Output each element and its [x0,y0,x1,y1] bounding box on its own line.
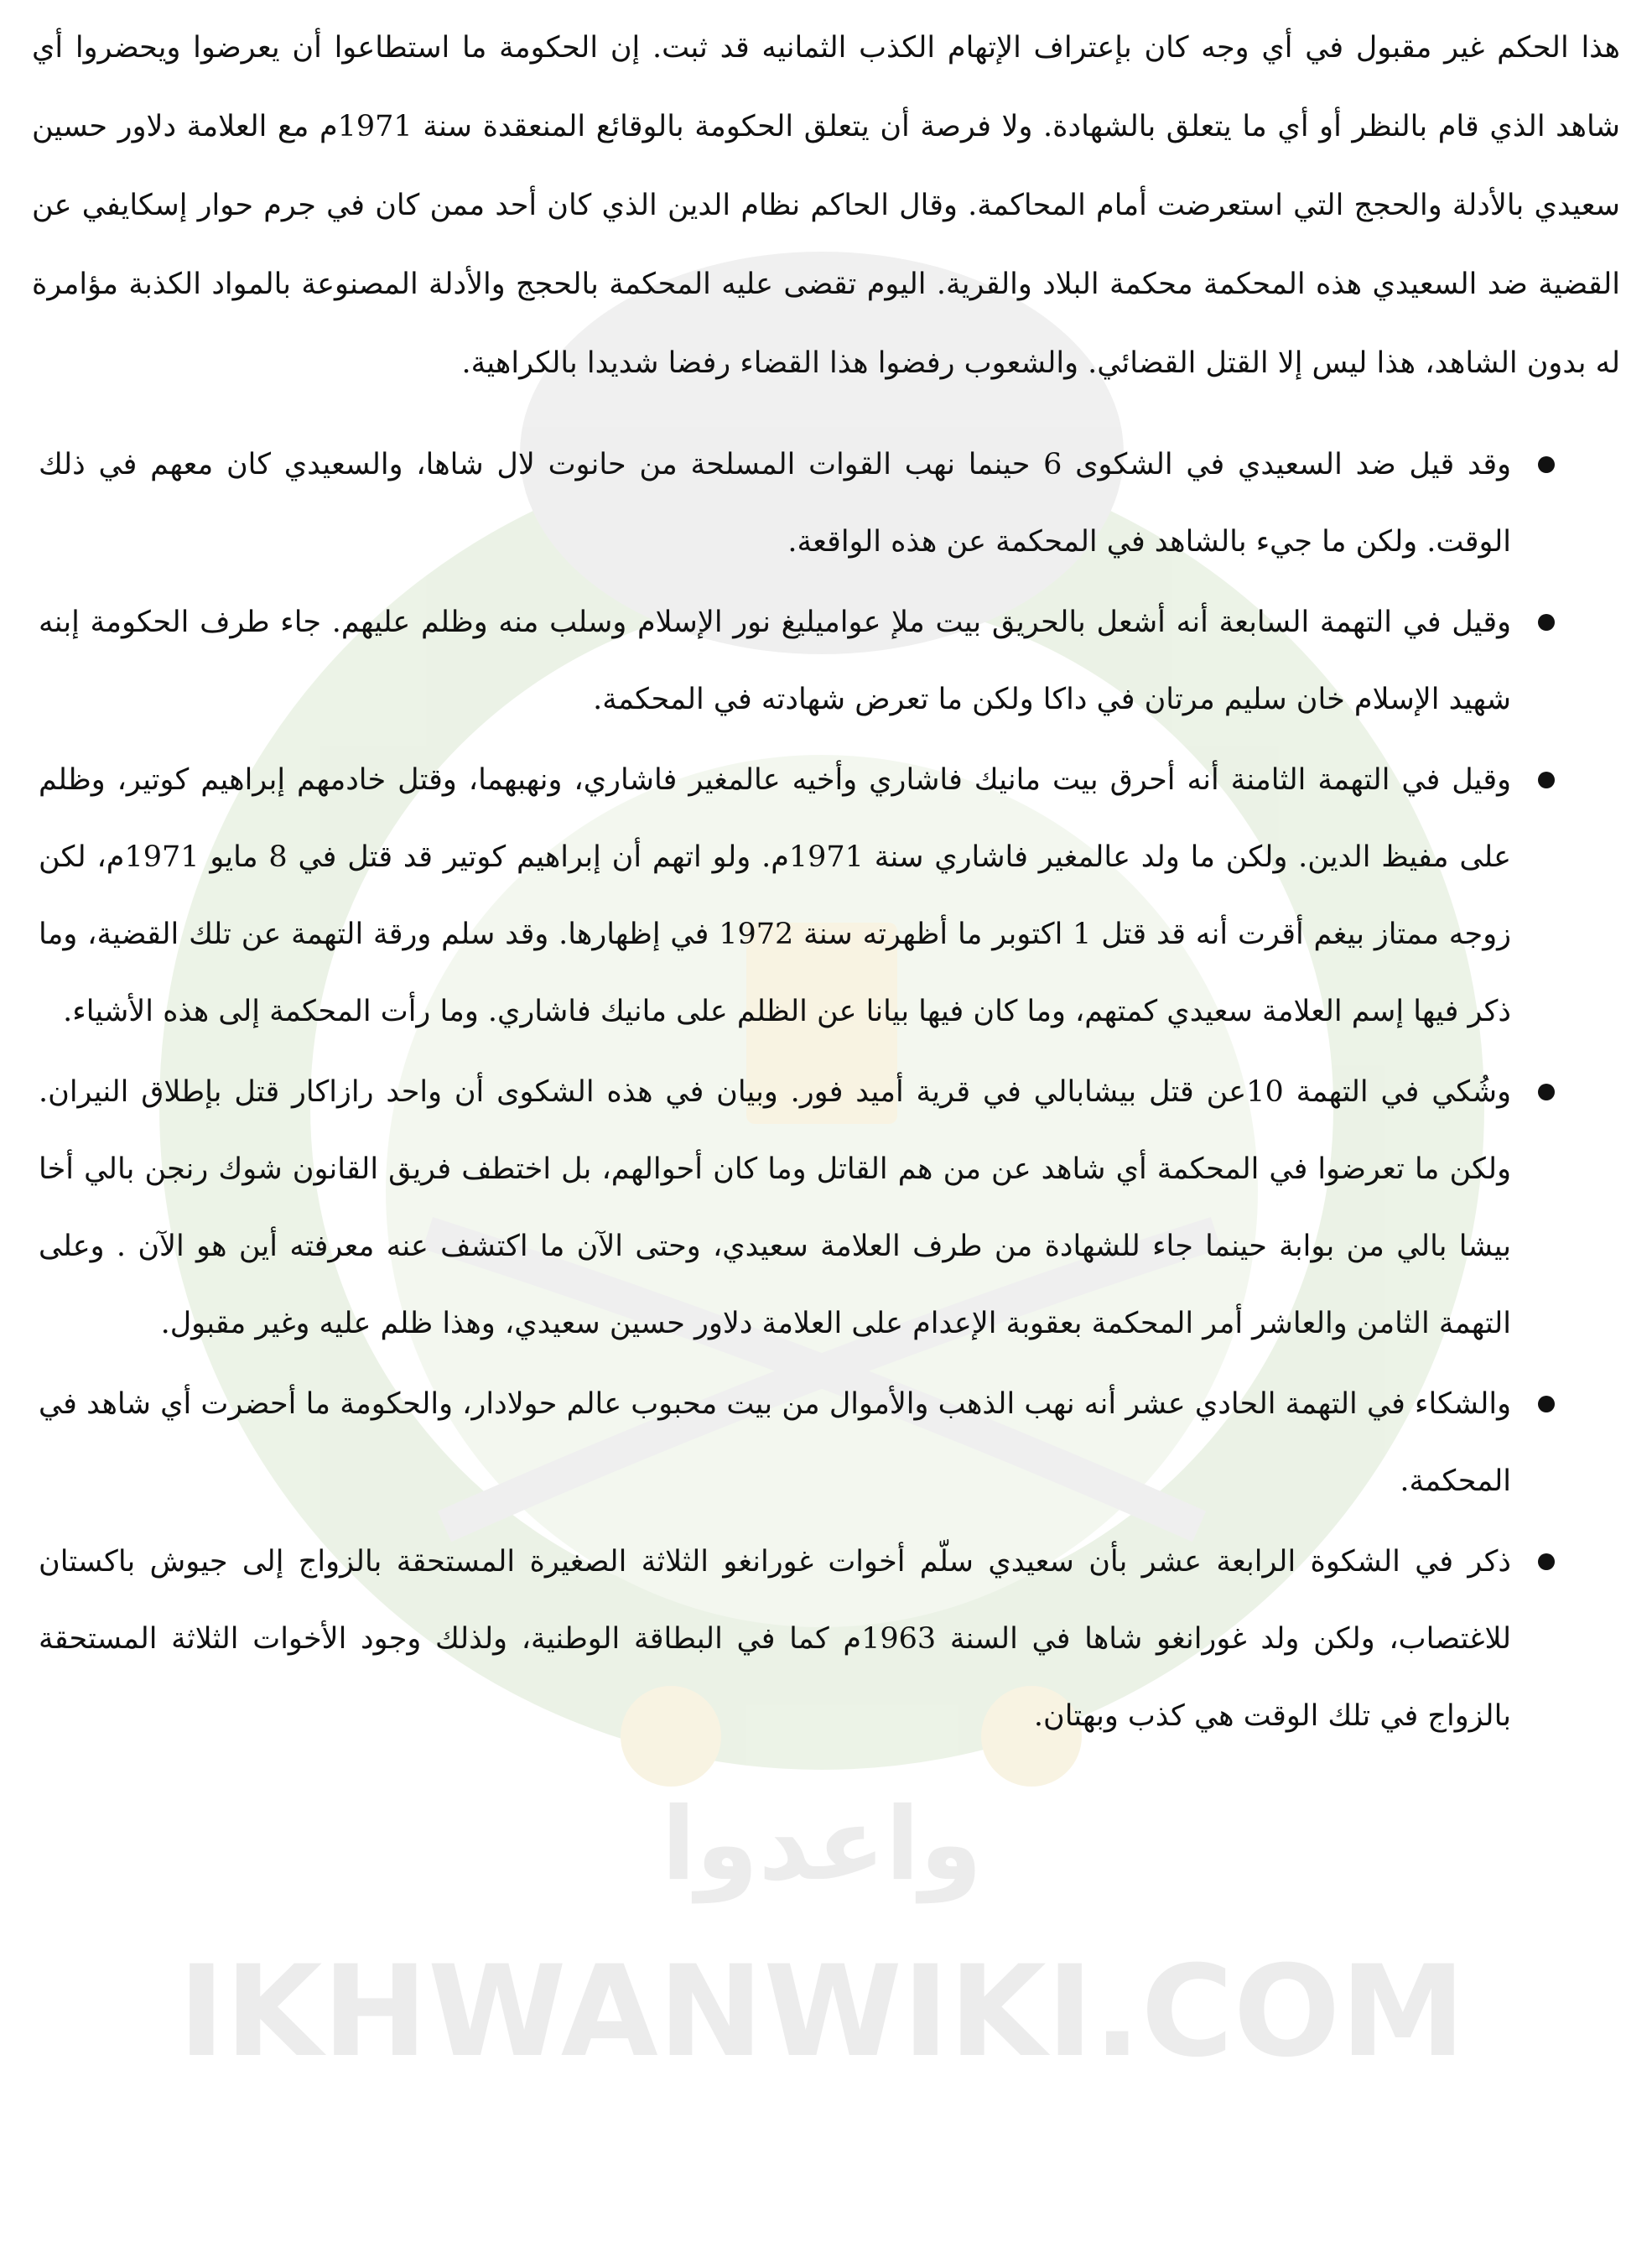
bullet-dot [1538,1553,1555,1570]
list-item-text: وقيل في التهمة السابعة أنه أشعل بالحريق بيت ملإ عواميليغ نور الإسلام وسلب منه وظلم عليهم. جاء طرف الحكومة إبنه شهيد الإسلام خان سليم مرتان في داكا ولكن ما تعرض شهادته في المحكمة. [39,606,1511,716]
list-item [32,1053,1620,1362]
list-item [32,1365,1620,1520]
list-item [32,741,1620,1050]
list-item-text: وشُكي في التهمة 10عن قتل بيشابالي في قرية أميد فور. وبيان في هذه الشكوى أن واحد رازاكار قتل بإطلاق النيران. ولكن ما تعرضوا في المحكمة أي شاهد عن من هم القاتل وما كان أحوالهم، بل اختطف فريق القانون شوك رنجن بالي أخا بيشا بالي من بوابة حينما جاء للشهادة من طرف العلامة سعيدي، وحتى الآن ما اكتشف عنه معرفته أين هو الآن . وعلى التهمة الثامن والعاشر أمر المحكمة بعقوبة الإعدام على العلامة دلاور حسين سعيدي، وهذا ظلم عليه وغير مقبول. [39,1075,1511,1340]
bullet-dot [1538,1396,1555,1412]
bullet-dot [1538,772,1555,788]
list-item [32,1523,1620,1755]
bullet-dot [1538,614,1555,631]
list-item [32,426,1620,580]
bullet-dot [1538,1084,1555,1100]
list-item-text: وقد قيل ضد السعيدي في الشكوى 6 حينما نهب القوات المسلحة من حانوت لال شاها، والسعيدي كان معهم في ذلك الوقت. ولكن ما جيء بالشاهد في المحكمة عن هذه الواقعة. [39,448,1511,559]
document-body [32,8,1620,1758]
intro-paragraph: هذا الحكم غير مقبول في أي وجه كان بإعتراف الإتهام الكذب الثمانيه قد ثبت. إن الحكومة ما استطاعوا أن يعرضوا ويحضروا أي شاهد الذي قام بالنظر أو أي ما يتعلق بالشهادة. ولا فرصة أن يتعلق الحكومة بالوقائع المنعقدة سنة 1971م مع العلامة دلاور حسين سعيدي بالأدلة والحجج التي استعرضت أمام المحاكمة. وقال الحاكم نظام الدين الذي كان أحد ممن كان في جرم حوار إسكايفي عن القضية ضد السعيدي هذه المحكمة محكمة البلاد والقرية. اليوم تقضى عليه المحكمة بالحجج والأدلة المصنوعة بالمواد الكذبة مؤامرة له بدون الشاهد، هذا ليس إلا القتل القضائي. والشعوب رفضوا هذا القضاء رفضا شديدا بالكراهية. [32,31,1620,380]
watermark-arabic-text: واعدوا [661,1787,983,1903]
list-item-text: والشكاء في التهمة الحادي عشر أنه نهب الذهب والأموال من بيت محبوب عالم حولادار، والحكومة ما أحضرت أي شاهد في المحكمة. [39,1387,1511,1498]
list-item [32,584,1620,738]
list-item-text: وقيل في التهمة الثامنة أنه أحرق بيت مانيك فاشاري وأخيه عالمغير فاشاري، ونهبهما، وقتل خادمهم إبراهيم كوتير، وظلم على مفيظ الدين. ولكن ما ولد عالمغير فاشاري سنة 1971م. ولو اتهم أن إبراهيم كوتير قد قتل في 8 مايو 1971م، لكن زوجه ممتاز بيغم أقرت أنه قد قتل 1 اكتوبر ما أظهرته سنة 1972 في إظهارها. وقد سلم ورقة التهمة عن تلك القضية، وما ذكر فيها إسم العلامة سعيدي كمتهم، وما كان فيها بيانا عن الظلم على مانيك فاشاري. وما رأت المحكمة إلى هذه الأشياء. [39,763,1511,1028]
watermark-site-text: IKHWANWIKI.COM [178,1939,1466,2085]
list-item-text: ذكر في الشكوة الرابعة عشر بأن سعيدي سلّم أخوات غورانغو الثلاثة الصغيرة المستحقة بالزواج إلى جيوش باكستان للاغتصاب، ولكن ولد غورانغو شاها في السنة 1963م كما في البطاقة الوطنية، ولذلك وجود الأخوات الثلاثة المستحقة بالزواج في تلك الوقت هي كذب وبهتان. [39,1545,1511,1733]
charges-list [32,426,1620,1755]
bullet-dot [1538,456,1555,473]
